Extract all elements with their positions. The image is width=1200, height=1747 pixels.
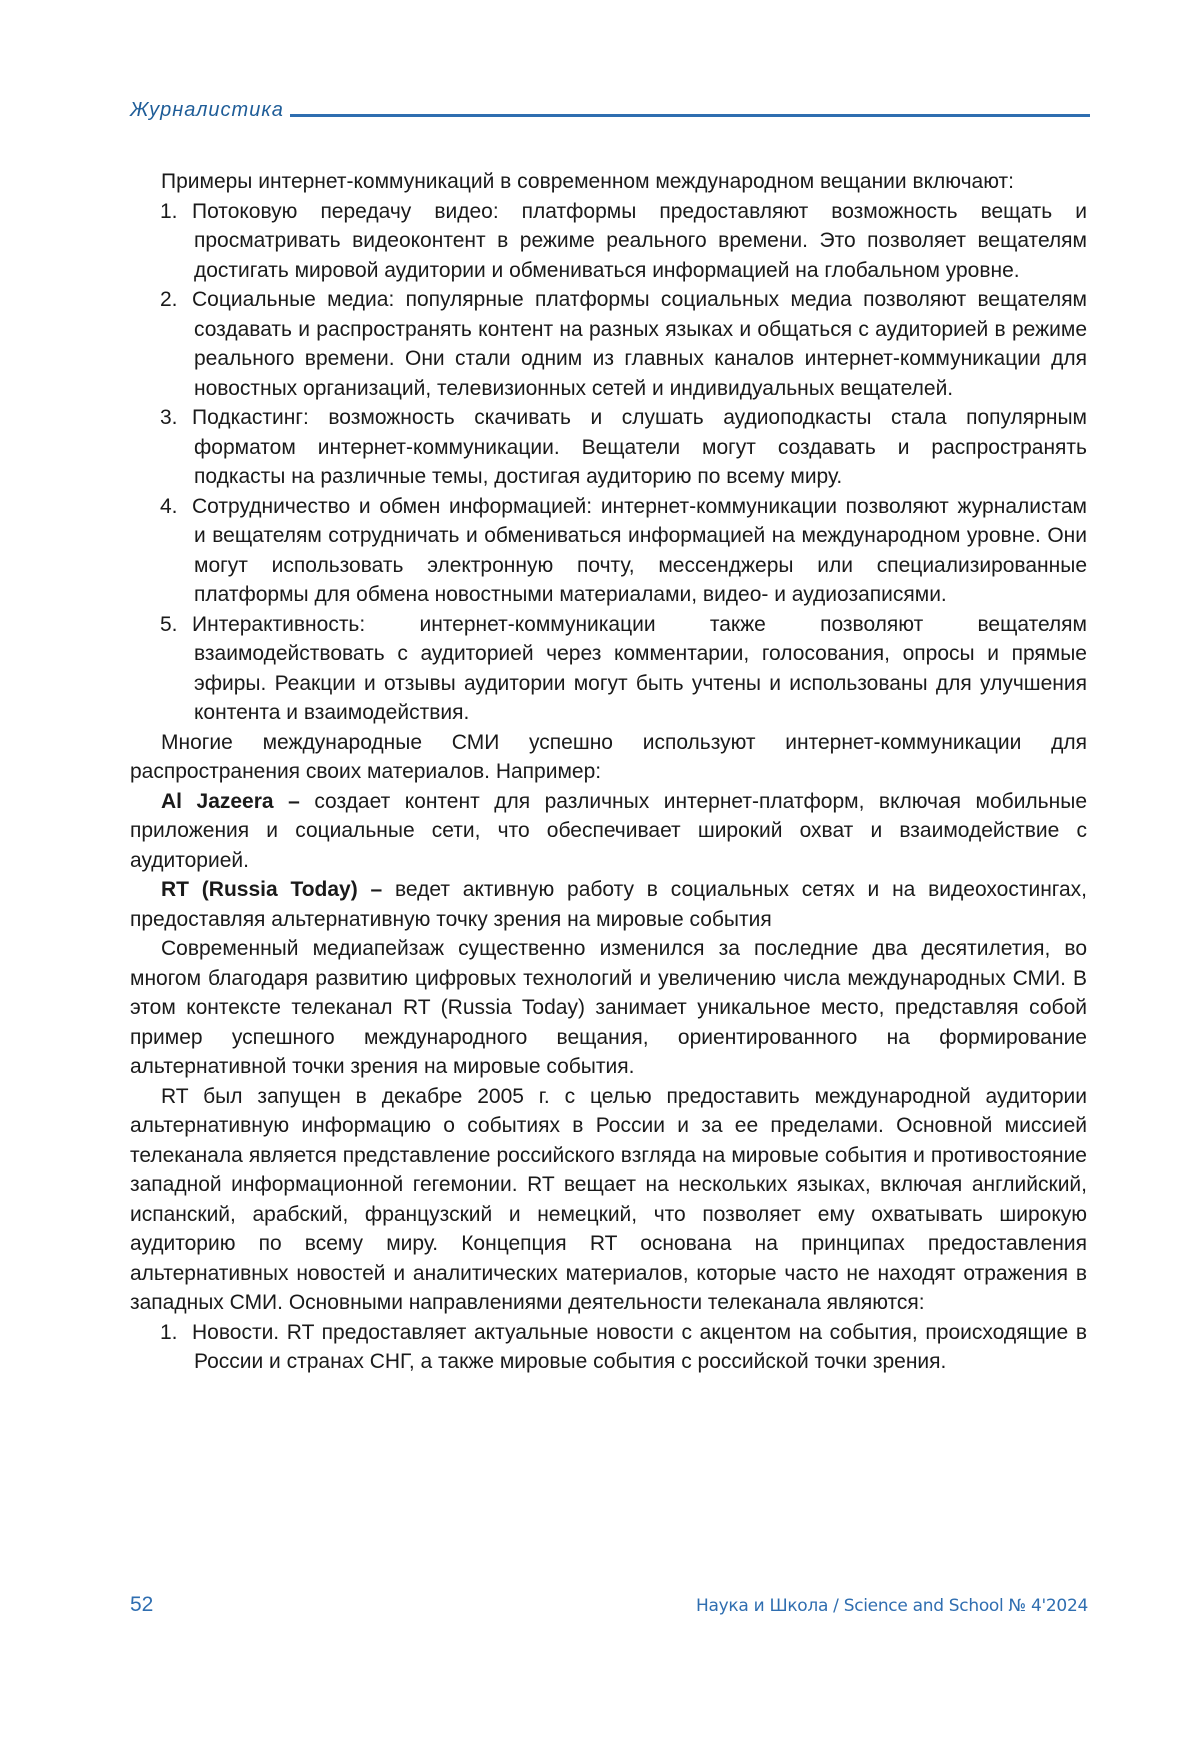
list-item-number: 1. — [160, 199, 178, 223]
header-rule — [290, 114, 1090, 117]
list-item-number: 5. — [160, 612, 178, 636]
aljazeera-name: Al Jazeera – — [161, 789, 300, 813]
list-item-number: 1. — [160, 1320, 178, 1344]
page-header — [130, 100, 1090, 120]
list-item — [130, 1318, 1087, 1377]
rt-activities-list — [130, 1318, 1087, 1377]
article-body — [130, 167, 1087, 1377]
list-item — [130, 492, 1087, 610]
list-item — [130, 197, 1087, 286]
rt-launch-paragraph: RT был запущен в декабре 2005 г. с целью предоставить международной аудитории альтернативную информацию о событиях в России и за ее пределами. Основной миссией телеканала является представление российского взгляда на мировые события и противостояние западной информационной гегемонии. RT вещает на нескольких языках, включая английский, испанский, арабский, французский и немецкий, что позволяет ему охватывать широкую аудиторию по всему миру. Концепция RT основана на принципах предоставления альтернативных новостей и аналитических материалов, которые часто не находят отражения в западных СМИ. Основными направлениями деятельности телеканала являются: — [130, 1084, 1087, 1314]
list-item-number: 4. — [160, 494, 178, 518]
list-item-number: 2. — [160, 288, 178, 311]
rt-text: ведет активную работу в социальных сетях и на видеохостингах, предоставляя альтернативную точку зрения на мировые события — [130, 878, 1088, 931]
internet-communications-list — [130, 197, 1087, 728]
aljazeera-paragraph — [130, 787, 1087, 876]
page-number: 52 — [130, 1593, 154, 1616]
list-item-number: 3. — [160, 406, 178, 429]
intro-paragraph: Примеры интернет-коммуникаций в современном международном вещании включают: — [161, 170, 1014, 193]
list-item-text: Интерактивность: интернет-коммуникации также позволяют вещателям взаимодействовать с аудиторией через комментарии, голосования, опросы и прямые эфиры. Реакции и отзывы аудитории могут быть учтены и использованы для улучшения контента и взаимодействия. — [192, 612, 1087, 724]
list-item-text: Социальные медиа: популярные платформы социальных медиа позволяют вещателям создавать и распространять контент на разных языках и общаться с аудиторией в режиме реального времени. Они стали одним из главных каналов интернет-коммуникации для новостных организаций, телевизионных сетей и индивидуальных вещателей. — [192, 288, 1087, 400]
list-item-text: Подкастинг: возможность скачивать и слушать аудиоподкасты стала популярным форматом интернет-коммуникации. Вещатели могут создавать и распространять подкасты на различные темы, достигая аудиторию по всему миру. — [192, 406, 1087, 488]
rt-paragraph — [130, 875, 1087, 934]
section-title: Журналистика — [130, 99, 284, 121]
aljazeera-text: создает контент для различных интернет-платформ, включая мобильные приложения и социальные сети, что обеспечивает широкий охват и взаимодействие с аудиторией. — [130, 789, 1087, 872]
media-landscape-paragraph: Современный медиапейзаж существенно изменился за последние два десятилетия, во многом благодаря развитию цифровых технологий и увеличению числа международных СМИ. В этом контексте телеканал RT (Russia Today) занимает уникальное место, представляя собой пример успешного международного вещания, ориентированного на формирование альтернативной точки зрения на мировые события. — [130, 937, 1087, 1078]
list-item-text: Новости. RT предоставляет актуальные новости с акцентом на события, происходящие в России и странах СНГ, а также мировые события с российской точки зрения. — [192, 1320, 1087, 1373]
list-item-text: Потоковую передачу видео: платформы предоставляют возможность вещать и просматривать видеоконтент в режиме реального времени. Это позволяет вещателям достигать мировой аудитории и обмениваться информацией на глобальном уровне. — [192, 199, 1087, 282]
journal-name: Наука и Школа / Science and School № 4'2024 — [696, 1596, 1088, 1616]
rt-name: RT (Russia Today) – — [161, 878, 383, 901]
list-item-text: Сотрудничество и обмен информацией: интернет-коммуникации позволяют журналистам и вещателям сотрудничать и обмениваться информацией на международном уровне. Они могут использовать электронную почту, мессенджеры или специализированные платформы для обмена новостными материалами, видео- и аудиозаписями. — [192, 494, 1087, 606]
list-item — [130, 285, 1087, 403]
media-usage-paragraph: Многие международные СМИ успешно используют интернет-коммуникации для распространения своих материалов. Например: — [130, 730, 1087, 783]
list-item — [130, 610, 1087, 728]
list-item — [130, 403, 1087, 492]
page-footer — [130, 1593, 1088, 1617]
